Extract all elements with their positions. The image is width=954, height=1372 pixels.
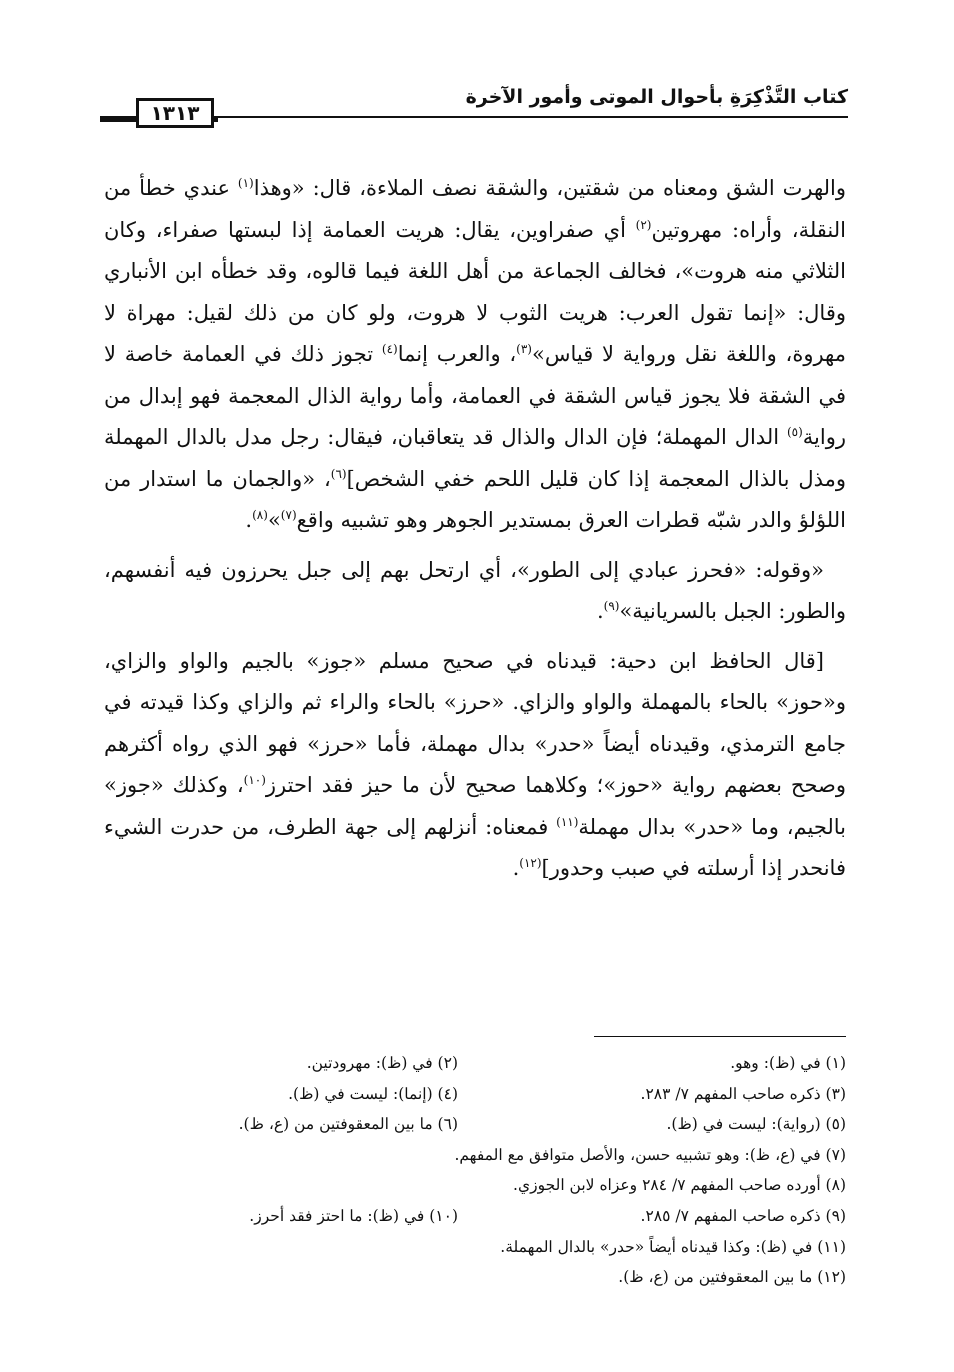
- footnote-marker: (٤): [381, 342, 398, 356]
- main-text: [104, 168, 846, 890]
- footnote-row: [104, 1048, 846, 1079]
- footnote: (٧) في (ع، ظ): وهو تشبيه حسن، والأصل متوافق مع المفهم.: [454, 1145, 846, 1164]
- footnotes: [104, 1048, 846, 1293]
- footnote: (٢) في (ظ): مهرودتين.: [306, 1054, 458, 1072]
- running-head-title: كتاب التَّذْكِرَةِ بأحوال الموتى وأمور الآخرة: [465, 86, 848, 108]
- footnote: (١٢) ما بين المعقوفتين من (ع، ظ).: [618, 1268, 846, 1287]
- text-run: «وقوله: «فحرز عبادي إلى الطور»، أي ارتحل بهم إلى جبل يحرزون فيه أنفسهم، والطور: الجبل بالسريانية»: [104, 557, 846, 623]
- footnote: (٤) (إنما): ليست في (ظ).: [288, 1084, 458, 1103]
- text-run: فمعناه: أنزلهم إلى جهة الطرف، من حدرت الشيء فانحدر إذا أرسلته في صبب وحدور]: [104, 814, 846, 880]
- text-run: .: [245, 508, 253, 532]
- footnote-marker: (٧): [280, 508, 297, 522]
- text-run: عندي خطأ من النقلة، وأراه: مهروتين: [104, 176, 846, 242]
- paragraph-3: [104, 641, 846, 890]
- text-run: .: [512, 856, 520, 880]
- text-run: ، «والجمان ما استدار من اللؤلؤ والدر شبّه قطرات العرق بمستدير الجوهر وهو تشبيه واقع: [104, 466, 846, 532]
- footnote-marker: (٣): [516, 342, 532, 356]
- paragraph-2: [104, 550, 846, 633]
- paragraph-1: [104, 168, 846, 542]
- footnote-marker: (١٠): [243, 773, 266, 787]
- text-run: تجوز ذلك في العمامة خاصة لا في الشقة فلا يجوز قياس الشقة في العمامة، وأما رواية الذال المعجمة فهو إبدال من رواية: [104, 342, 846, 449]
- footnote: (٣) ذكره صاحب المفهم ٧/ ٢٨٣.: [640, 1084, 846, 1103]
- footnote-row: [104, 1079, 846, 1110]
- footnote-marker: (٢): [635, 217, 652, 232]
- footnote-marker: (١): [237, 176, 254, 190]
- footnote-row: [104, 1262, 846, 1293]
- text-run: أي صفراوين، يقال: هريت العمامة إذا لبستها صفراء، وكان الثلاثي منه هروت»، فخالف الجماعة من أهل اللغة فيما قالوه، وقد خطأه ابن الأنباري وقال: «إنما تقول العرب: هريت الثوب لا هروت، ولو كان من ذلك لقيل: مهراة لا مهروة، واللغة نقل ورواية لا قياس»: [104, 217, 846, 366]
- text-run: والهرت الشق ومعناه من شقتين، والشقة نصف الملاءة، قال: «وهذا: [253, 176, 846, 200]
- footnote: (٩) ذكره صاحب المفهم ٧/ ٢٨٥.: [640, 1206, 846, 1225]
- footnote-marker: (٦): [330, 466, 347, 481]
- text-run: »: [267, 508, 281, 532]
- footnote-marker: (٥): [786, 425, 803, 439]
- page-number: ١٣١٣: [136, 98, 214, 128]
- footnote: (١٠) في (ظ): ما احتز فقد أحرز.: [249, 1206, 458, 1225]
- footnote: (٦) ما بين المعقوفتين من (ع، ظ).: [238, 1115, 458, 1134]
- footnote: (١) في (ظ): وهو.: [730, 1054, 846, 1072]
- footnote-row: [104, 1170, 846, 1201]
- footnote-row: [104, 1232, 846, 1263]
- footnote-separator: [594, 1036, 846, 1037]
- footnote: (١١) في (ظ): وكذا قيدناه أيضاً «حدر» بالدال المهملة.: [500, 1237, 846, 1256]
- footnote-marker: (١١): [556, 814, 579, 829]
- footnote-marker: (١٢): [519, 856, 542, 870]
- footnote-row: [104, 1109, 846, 1140]
- text-run: الدال المهملة؛ فإن الدال والذال قد يتعاقبان، فيقال: رجل مدل بالدال المهملة ومذل بالذال المعجمة إذا كان قليل اللحم خفي الشخص]: [104, 425, 846, 491]
- footnote: (٥) (رواية): ليست في (ظ).: [666, 1115, 846, 1134]
- footnote-row: [104, 1140, 846, 1171]
- footnote-marker: (٨): [252, 508, 268, 522]
- text-run: ، والعرب إنما: [397, 342, 517, 366]
- footnote-marker: (٩): [603, 599, 620, 613]
- text-run: [قال الحافظ ابن دحية: قيدناه في صحيح مسلم «جوز» بالجيم والواو والزاي، و«حوز» بالحاء بالمهملة والواو والزاي. «حرز» بالحاء والراء ثم والزاي وكذا قيدته في جامع الترمذي، وقيدناه أيضاً «حدر» بدال مهملة، فأما «حرز» فهو الذي رواه أكثرهم وصحح بعضهم رواية «حوز»؛ وكلاهما صحيح لأن ما حيز فقد احترز: [104, 648, 846, 797]
- page-header: [100, 82, 848, 130]
- footnote: (٨) أورده صاحب المفهم ٧/ ٢٨٤ وعزاه لابن الجوزي.: [513, 1176, 846, 1195]
- footnote-row: [104, 1201, 846, 1232]
- text-run: .: [596, 599, 604, 623]
- text-run: ، وكذلك «جوز» بالجيم، وما «حدر» بدال مهملة: [104, 773, 847, 839]
